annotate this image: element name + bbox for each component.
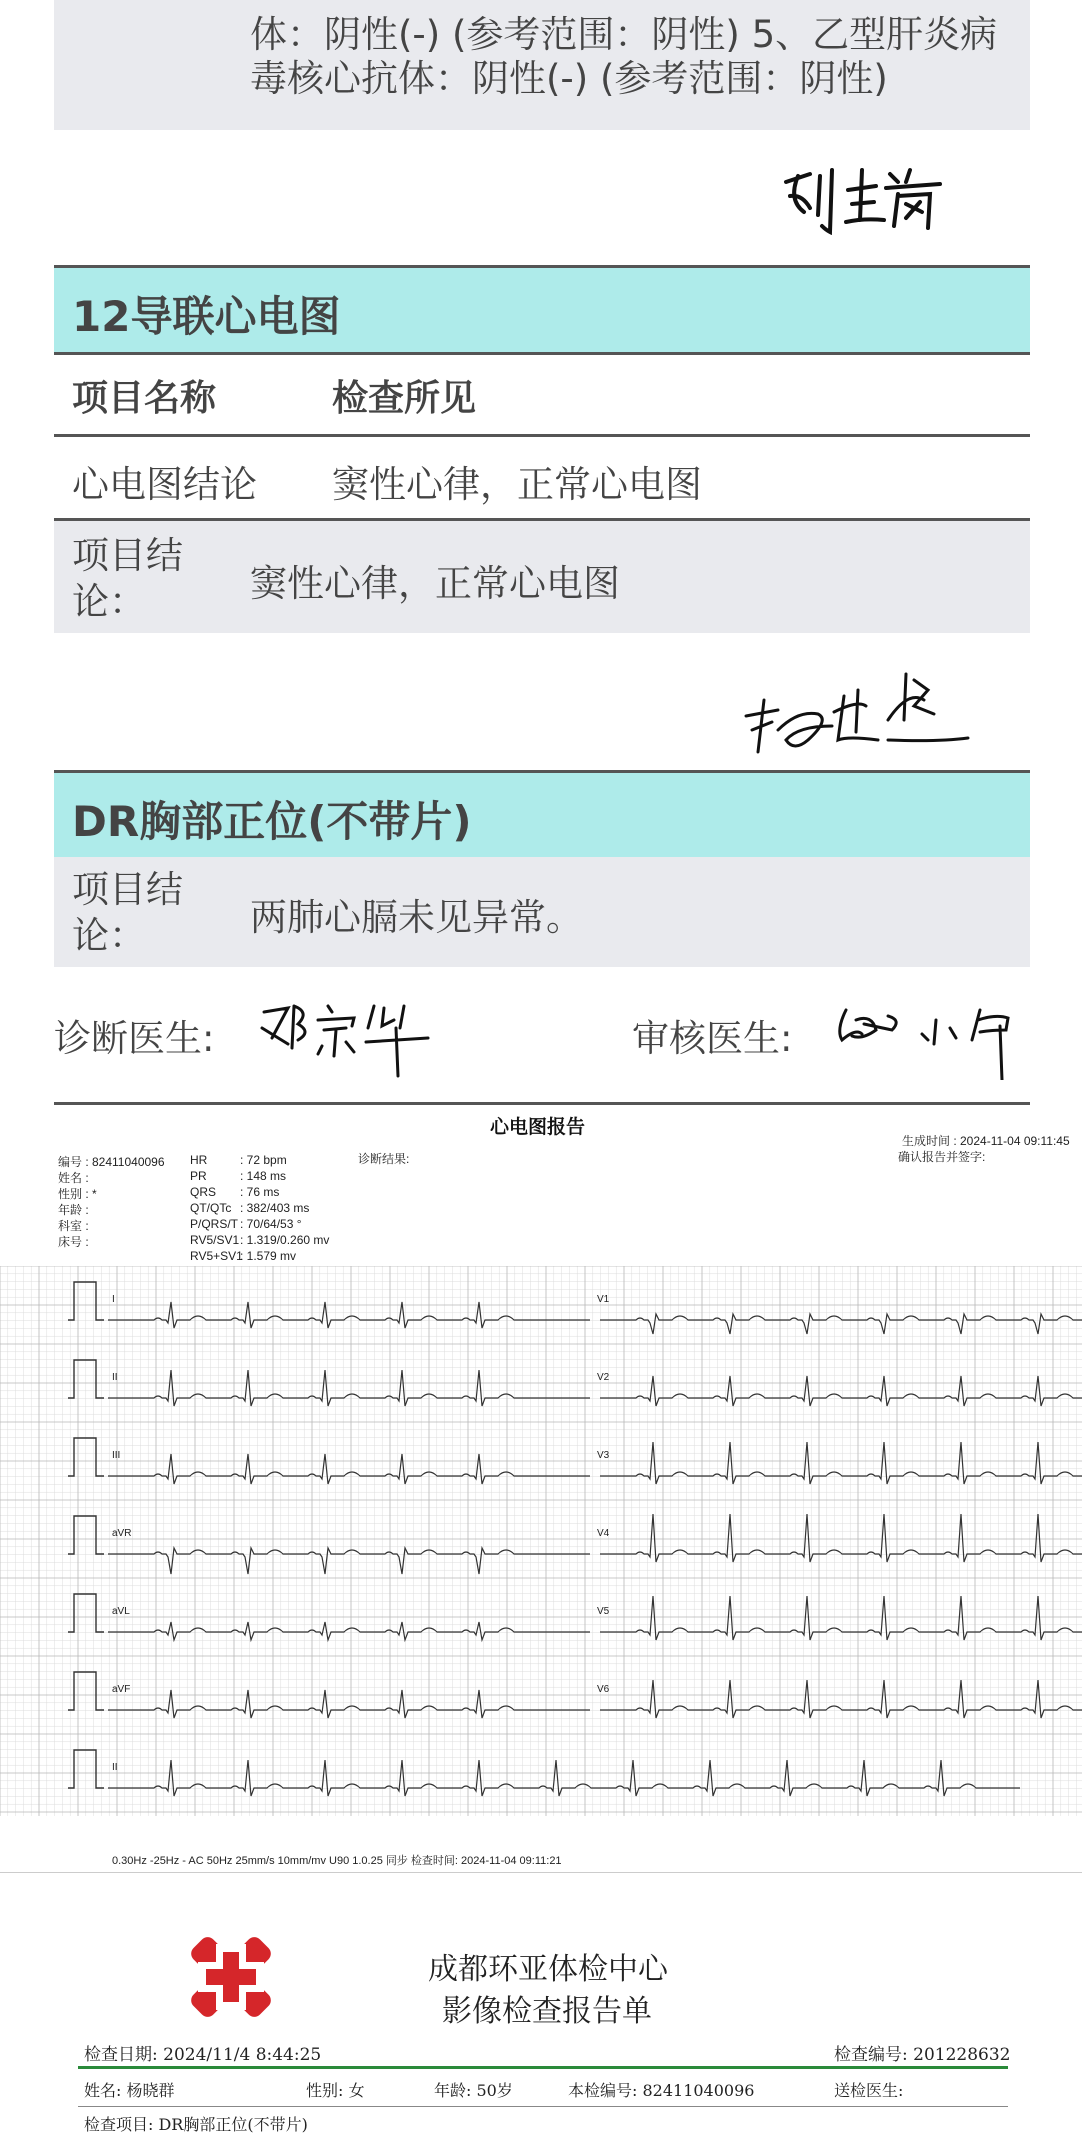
lead-label-V3: V3	[597, 1450, 610, 1461]
ecg-trace	[600, 1680, 1082, 1718]
ecg-param-key: RV5/SV1	[190, 1233, 240, 1247]
lead-label-I: I	[112, 1294, 115, 1305]
ecg-info-line: 姓名 :	[58, 1171, 89, 1185]
diagnosis-doctor-signature	[258, 998, 438, 1078]
row-item-value: 窦性心律，正常心电图	[332, 463, 702, 506]
exam-item: 检查项目: DR胸部正位(不带片)	[84, 2115, 308, 2134]
ecg-report-title: 心电图报告	[490, 1116, 586, 1138]
report-divider	[0, 1872, 1082, 1873]
ecg-param-value: : 76 ms	[240, 1185, 280, 1199]
ecg-conclusion-label: 项目结论：	[72, 534, 183, 623]
hospital-logo	[176, 1922, 286, 2032]
section-title-dr: DR胸部正位(不带片)	[72, 797, 472, 846]
ecg-conclusion-value: 窦性心律，正常心电图	[250, 562, 620, 605]
ecg-param-value: : 1.579 mv	[240, 1249, 297, 1263]
ecg-param-key: HR	[190, 1153, 208, 1167]
previous-result-line-2: 毒核心抗体：阴性(-) (参考范围：阴性)	[250, 57, 888, 100]
signature-yang	[738, 660, 978, 760]
ecg-confirm-label: 确认报告并签字:	[898, 1150, 986, 1164]
lead-label-V1: V1	[597, 1294, 610, 1305]
patient-name: 姓名: 杨晓群	[84, 2081, 175, 2100]
section-header-dr	[54, 770, 1030, 860]
column-header-finding: 检查所见	[332, 378, 477, 419]
ecg-diagnosis-result-label: 诊断结果:	[358, 1152, 410, 1166]
ecg-param-key: P/QRS/T	[190, 1217, 239, 1231]
patient-age: 年龄: 50岁	[434, 2081, 513, 2100]
ecg-trace	[108, 1690, 590, 1718]
sending-doctor: 送检医生:	[834, 2081, 904, 2100]
signature-liu	[780, 160, 950, 235]
ecg-param-value: : 382/403 ms	[240, 1201, 310, 1215]
ecg-report	[0, 1108, 1082, 1870]
ecg-info-line: 床号 :	[58, 1235, 89, 1249]
header-divider	[78, 2066, 1008, 2069]
ecg-param-value: : 70/64/53 °	[240, 1217, 302, 1231]
header-divider	[78, 2106, 1008, 2107]
exam-date: 检查日期: 2024/11/4 8:44:25	[84, 2045, 322, 2065]
dr-conclusion-block	[54, 857, 1030, 967]
dr-conclusion-label: 项目结论：	[72, 868, 183, 957]
section-header-ecg	[54, 265, 1030, 355]
lead-label-V2: V2	[597, 1372, 610, 1383]
ecg-trace	[600, 1596, 1082, 1640]
ecg-footer: 0.30Hz -25Hz - AC 50Hz 25mm/s 10mm/mv U90 1.0.25 同步 检查时间: 2024-11-04 09:11:21	[112, 1855, 562, 1867]
ecg-param-key: QT/QTc	[190, 1201, 232, 1215]
lead-label-V6: V6	[597, 1684, 610, 1695]
lead-label-V5: V5	[597, 1606, 610, 1617]
ecg-info-line: 年龄 :	[58, 1203, 89, 1217]
ecg-param-key: QRS	[190, 1185, 217, 1199]
ecg-info-line: 编号 : 82411040096	[58, 1155, 165, 1169]
lead-label-aVF: aVF	[112, 1684, 131, 1695]
ecg-param-value: : 72 bpm	[240, 1153, 287, 1167]
check-number: 本检编号: 82411040096	[568, 2081, 755, 2100]
ecg-trace	[600, 1442, 1082, 1484]
ecg-trace	[108, 1302, 590, 1328]
lead-label-II-rhythm: II	[112, 1762, 118, 1773]
lead-label-V4: V4	[597, 1528, 610, 1539]
ecg-param-key: PR	[190, 1169, 207, 1183]
section-title-ecg: 12导联心电图	[72, 292, 341, 341]
lead-label-II: II	[112, 1372, 118, 1383]
ecg-conclusion-block	[54, 521, 1030, 633]
report-title: 影像检查报告单	[442, 1994, 652, 2029]
review-doctor-label: 审核医生:	[632, 1017, 793, 1060]
review-doctor-signature	[832, 1000, 1032, 1080]
lead-label-aVL: aVL	[112, 1606, 130, 1617]
ecg-param-key: RV5+SV1	[190, 1249, 243, 1263]
diagnosis-doctor-label: 诊断医生:	[54, 1017, 215, 1060]
column-header-name: 项目名称	[72, 378, 217, 419]
previous-result-block	[54, 0, 1030, 130]
ecg-trace	[600, 1314, 1082, 1334]
ecg-waveform-grid	[0, 1266, 1082, 1816]
center-name: 成都环亚体检中心	[428, 1952, 668, 1987]
exam-number: 检查编号: 201228632	[834, 2045, 1011, 2065]
ecg-param-value: : 148 ms	[240, 1169, 287, 1183]
previous-result-line-1: 体：阴性(-) (参考范围：阴性) 5、乙型肝炎病	[250, 13, 998, 56]
patient-gender: 性别: 女	[306, 2081, 365, 2100]
divider	[54, 434, 1030, 437]
ecg-info-line: 科室 :	[58, 1219, 89, 1233]
ecg-param-value: : 1.319/0.260 mv	[240, 1233, 330, 1247]
row-item-name: 心电图结论	[72, 463, 257, 506]
divider	[54, 1102, 1030, 1105]
lead-label-aVR: aVR	[112, 1528, 132, 1539]
dr-conclusion-value: 两肺心膈未见异常。	[250, 896, 583, 939]
ecg-generated-time: 生成时间 : 2024-11-04 09:11:45	[902, 1134, 1070, 1148]
lead-label-III: III	[112, 1450, 121, 1461]
ecg-info-line: 性别 : *	[58, 1187, 97, 1201]
